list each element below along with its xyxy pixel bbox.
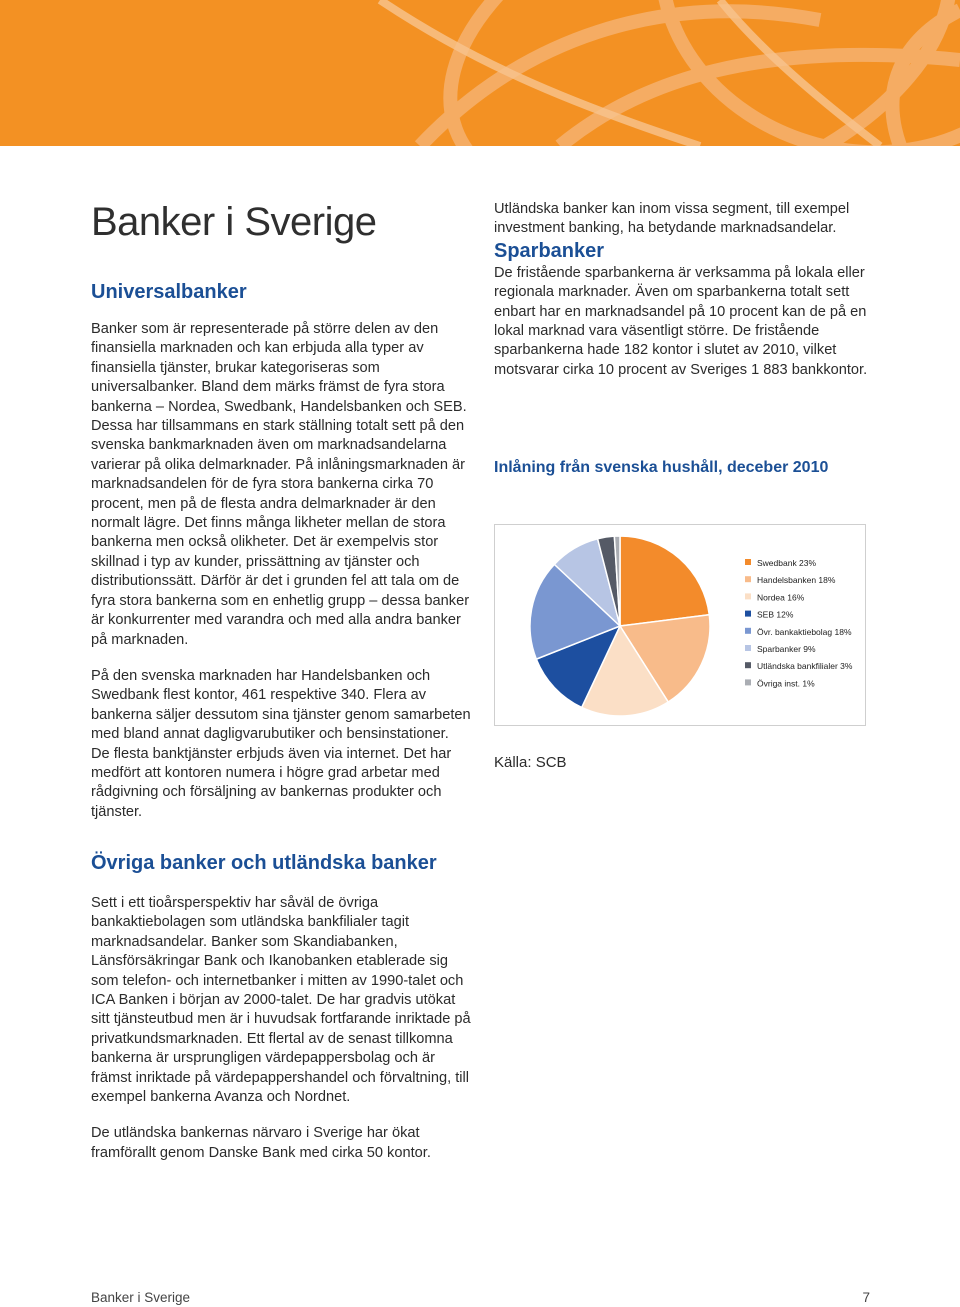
legend-swatch-1 bbox=[745, 576, 751, 582]
universal-paragraph-1: Banker som är representerade på större delen av den finansiella marknaden och kan erbjuda alla typer av finansiella tjänster, brukar kategoriseras som universalbanker. Bland dem märks främst de fyra stora bankerna – Nordea, Swedbank, Handelsbanken och SEB. Dessa har tillsammans en stark ställning totalt sett på den svenska bankmarknaden även om marknadsandelarna varierar på olika delmarknader. På inlåningsmarknaden är marknadsandelen för de fyra stora bankerna cirka 70 procent, men på de flesta andra delmarknader är den normalt lägre. Det finns många likheter mellan de stora bankerna men också olikheter. Det är exempelvis stor skillnad i typ av kunder, prissättning av tjänster och distributionssätt. Därför är det i grunden fel att tala om de fyra stora bankerna som en enhetlig grupp – dessa banker är konkurrenter med varandra och med alla andra banker på marknaden. bbox=[91, 321, 470, 648]
legend-swatch-7 bbox=[745, 679, 751, 685]
decorative-banner bbox=[0, 0, 960, 146]
universal-paragraph-2: På den svenska marknaden har Handelsbanken och Swedbank flest kontor, 461 respektive 340. Flera av bankerna säljer dessutom sina tjänster genom samarbeten med bland annat dagligvarubutiker och bensinstationer. De flesta banktjänster erbjuds även via internet. Det har medfört att kontoren numera i högre grad arbetar med rådgivning och försäljning av bankernas produkter och tjänster. bbox=[91, 667, 471, 820]
legend-label-5: Sparbanker 9% bbox=[757, 644, 816, 654]
legend-label-6: Utländska bankfilialer 3% bbox=[757, 661, 853, 672]
legend-label-4: Övr. bankaktiebolag 18% bbox=[757, 626, 852, 637]
legend-swatch-4 bbox=[745, 628, 751, 634]
page-title: Banker i Sverige bbox=[91, 200, 377, 244]
others-heading: Övriga banker och utländska banker bbox=[91, 852, 437, 874]
legend-label-7: Övriga inst. 1% bbox=[757, 678, 815, 689]
sparbanker-paragraph: De fristående sparbankerna är verksamma på lokala eller regionala marknader. Även om sparbankerna totalt sett enbart har en marknadsandel på 10 procent kan de på en lokal marknad vara väsentligt större. De fristående sparbankerna hade 182 kontor i slutet av 2010, vilket motsvarar cirka 10 procent av Sveriges 1 883 bankkontor. bbox=[494, 264, 868, 378]
page-number: 7 bbox=[862, 1290, 870, 1305]
legend-swatch-0 bbox=[745, 559, 751, 565]
right-column bbox=[494, 200, 870, 380]
pie-chart-panel bbox=[494, 524, 866, 726]
legend-swatch-2 bbox=[745, 593, 751, 599]
legend-swatch-3 bbox=[745, 611, 751, 617]
globe-arcs-graphic bbox=[0, 0, 960, 146]
legend-label-2: Nordea 16% bbox=[757, 592, 805, 603]
others-paragraph-1: Sett i ett tioårsperspektiv har såväl de övriga bankaktiebolagen som utländska bankfilialer tagit marknadsandelar. Banker som Skandiabanken, Länsförsäkringar Bank och Ikanobanken etablerade sig som telefon- och internetbanker i mitten av 1990-talet och ICA Banken i början av 2000-talet. De har gradvis utökat sitt tjänsteutbud men är i huvudsak fortfarande inriktade på privatkundsmarknaden. Ett flertal av de senast tillkomna bankerna är ursprungligen värdepappersbolag och är främst inriktade på värdepappershandel och förvaltning, till exempel bankerna Avanza och Nordnet. bbox=[91, 895, 471, 1106]
chart-heading: Inlåning från svenska hushåll, deceber 2010 bbox=[494, 459, 829, 476]
legend-swatch-5 bbox=[745, 645, 751, 651]
sparbanker-heading: Sparbanker bbox=[494, 239, 605, 262]
foreign-intro-paragraph: Utländska banker kan inom vissa segment, till exempel investment banking, ha betydande marknadsandelar. bbox=[494, 201, 850, 237]
others-paragraph-2: De utländska bankernas närvaro i Sverige har ökat framförallt genom Danske Bank med cirka 50 kontor. bbox=[91, 1125, 431, 1161]
pie-chart bbox=[495, 525, 865, 725]
pie-slice-0 bbox=[620, 536, 709, 626]
footer-title: Banker i Sverige bbox=[91, 1290, 191, 1305]
chart-source: Källa: SCB bbox=[494, 754, 567, 771]
legend-label-1: Handelsbanken 18% bbox=[757, 575, 836, 586]
legend-label-0: Swedbank 23% bbox=[757, 558, 817, 568]
legend-swatch-6 bbox=[745, 662, 751, 668]
others-section bbox=[91, 851, 471, 1163]
universal-section bbox=[91, 280, 471, 822]
universal-heading: Universalbanker bbox=[91, 281, 247, 303]
legend-label-3: SEB 12% bbox=[757, 609, 794, 620]
